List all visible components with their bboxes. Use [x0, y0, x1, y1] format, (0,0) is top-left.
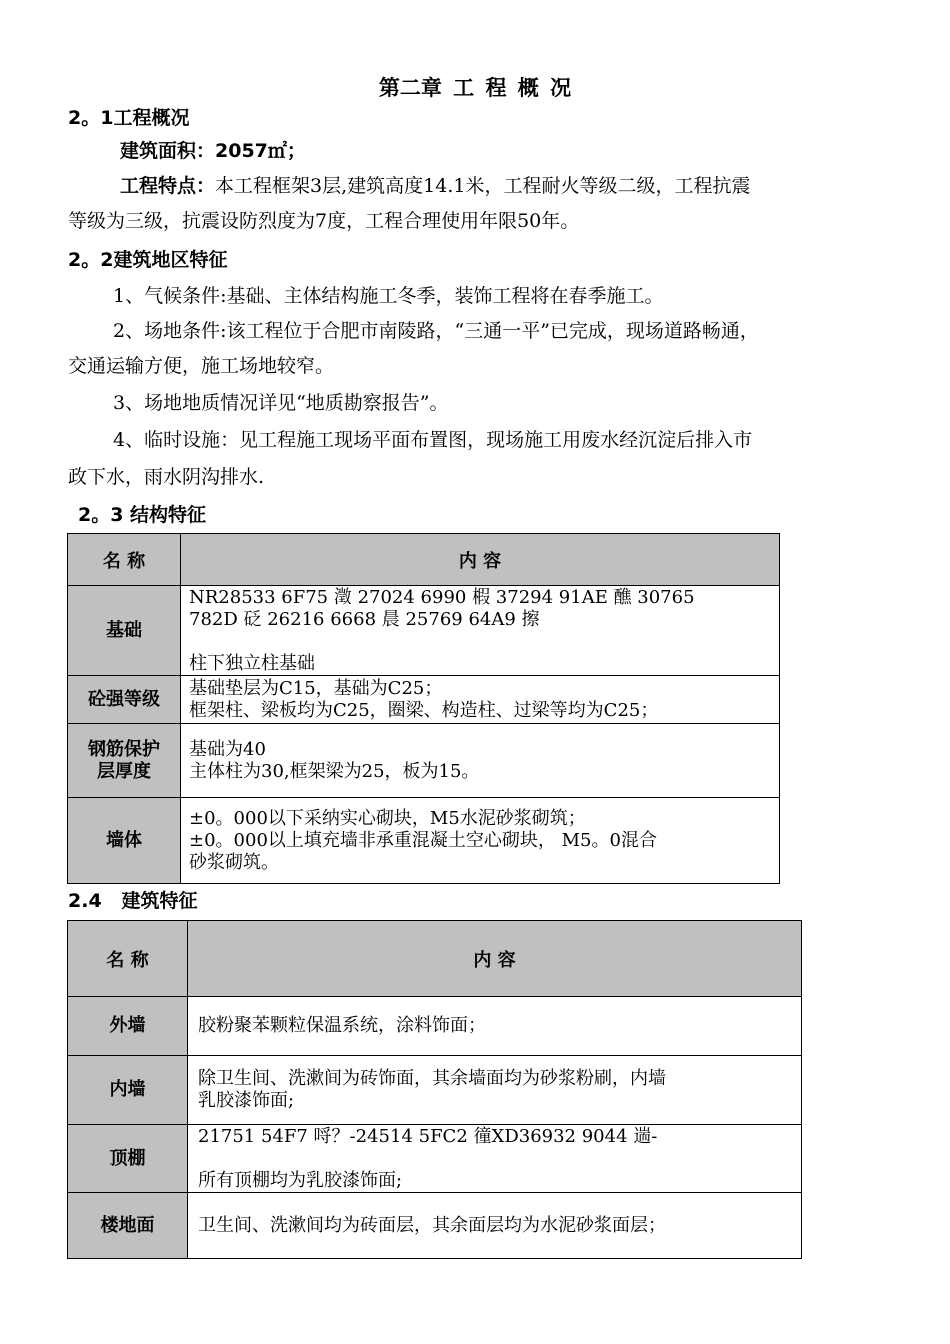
row-name: 内墙 [68, 1056, 188, 1125]
section-2-3-heading: 2。3 结构特征 [78, 504, 207, 526]
structure-col-content: 内 容 [181, 534, 780, 586]
row-line: ±0。000以下采纳实心砌块，M5水泥砂浆砌筑； [189, 807, 586, 829]
row-line: 胶粉聚苯颗粒保温系统，涂料饰面； [198, 1015, 486, 1036]
row-content [181, 798, 780, 884]
row-content [188, 997, 802, 1056]
row-name: 外墙 [68, 997, 188, 1056]
building-area-value: 2057㎡； [215, 140, 306, 162]
row-name: 基础 [68, 586, 181, 676]
row-name: 楼地面 [68, 1193, 188, 1259]
row-line: 乳胶漆饰面; [198, 1090, 295, 1111]
table-row [68, 798, 780, 884]
row-content [181, 586, 780, 676]
table-row [68, 1193, 802, 1259]
row-line: 主体柱为30,框架梁为25，板为15。 [189, 760, 480, 782]
project-features-label: 工程特点： [120, 175, 216, 197]
row-line: 卫生间、洗漱间均为砖面层，其余面层均为水泥砂浆面层； [198, 1214, 666, 1236]
row-content [181, 724, 780, 798]
temp-facilities-line-2: 政下水，雨水阴沟排水. [68, 466, 265, 488]
table-row [68, 586, 780, 676]
row-name: 墙体 [68, 798, 181, 884]
architecture-col-name: 名 称 [68, 921, 188, 997]
row-line: 除卫生间、洗漱间为砖饰面，其余墙面均为砂浆粉刷，内墙 [198, 1068, 666, 1089]
section-2-4-heading: 2.4 建筑特征 [68, 890, 198, 912]
row-line: 所有顶棚均为乳胶漆饰面; [198, 1169, 403, 1191]
project-features-text-2: 等级为三级，抗震设防烈度为7度，工程合理使用年限50年。 [68, 210, 580, 232]
chapter-title: 第二章 工 程 概 况 [378, 76, 572, 100]
table-row [68, 724, 780, 798]
row-line: 框架柱、梁板均为C25，圈梁、构造柱、过梁等均为C25； [189, 699, 659, 721]
table-row [68, 1125, 802, 1193]
row-name-line: 层厚度 [97, 760, 151, 782]
project-features-text-1: 本工程框架3层,建筑高度14.1米，工程耐火等级二级，工程抗震 [215, 175, 751, 197]
site-item-line-2: 交通运输方便，施工场地较窄。 [68, 355, 335, 377]
row-content [188, 1125, 802, 1193]
row-name [68, 724, 181, 798]
row-content [188, 1056, 802, 1125]
temp-facilities-line-1: 4、临时设施：见工程施工现场平面布置图，现场施工用废水经沉淀后排入市 [113, 429, 753, 451]
building-area-label: 建筑面积： [120, 140, 216, 162]
row-name-line: 钢筋保护 [88, 738, 160, 760]
section-2-1-heading: 2。1工程概况 [68, 107, 190, 129]
structure-col-name: 名 称 [68, 534, 181, 586]
row-line: 基础垫层为C15，基础为C25； [189, 677, 443, 699]
climate-item: 1、气候条件:基础、主体结构施工冬季，装饰工程将在春季施工。 [113, 285, 664, 307]
row-content [181, 676, 780, 724]
site-item-line-1: 2、场地条件:该工程位于合肥市南陵路，“三通一平”已完成，现场道路畅通， [113, 320, 759, 342]
project-features-line-1 [120, 169, 750, 203]
row-line: ±0。000以上填充墙非承重混凝土空心砌块， M5。0混合 [189, 829, 657, 851]
structure-table [67, 533, 780, 884]
row-line-blank [189, 631, 771, 653]
row-name: 砼强等级 [68, 676, 181, 724]
table-row [68, 1056, 802, 1125]
geology-item: 3、场地地质情况详见“地质勘察报告”。 [113, 392, 449, 414]
row-line-blank [198, 1148, 793, 1170]
row-line: 21751 54F7 哷？-24514 5FC2 徸XD36932 9044 遄- [198, 1125, 658, 1147]
row-line: 砂浆砌筑。 [189, 851, 279, 873]
architecture-col-content: 内 容 [188, 921, 802, 997]
architecture-table [67, 920, 802, 1259]
table-row [68, 997, 802, 1056]
building-area-line [120, 134, 306, 168]
row-content [188, 1193, 802, 1259]
row-line: NR28533 6F75 澂 27024 6990 椵 37294 91AE 醮 30765 [189, 586, 695, 608]
section-2-2-heading: 2。2建筑地区特征 [68, 249, 228, 271]
row-name: 顶棚 [68, 1125, 188, 1193]
row-line: 782D 砭 26216 6668 晨 25769 64A9 擦 [189, 608, 540, 630]
row-line: 基础为40 [189, 738, 266, 760]
row-line: 柱下独立柱基础 [189, 652, 315, 674]
table-row [68, 676, 780, 724]
